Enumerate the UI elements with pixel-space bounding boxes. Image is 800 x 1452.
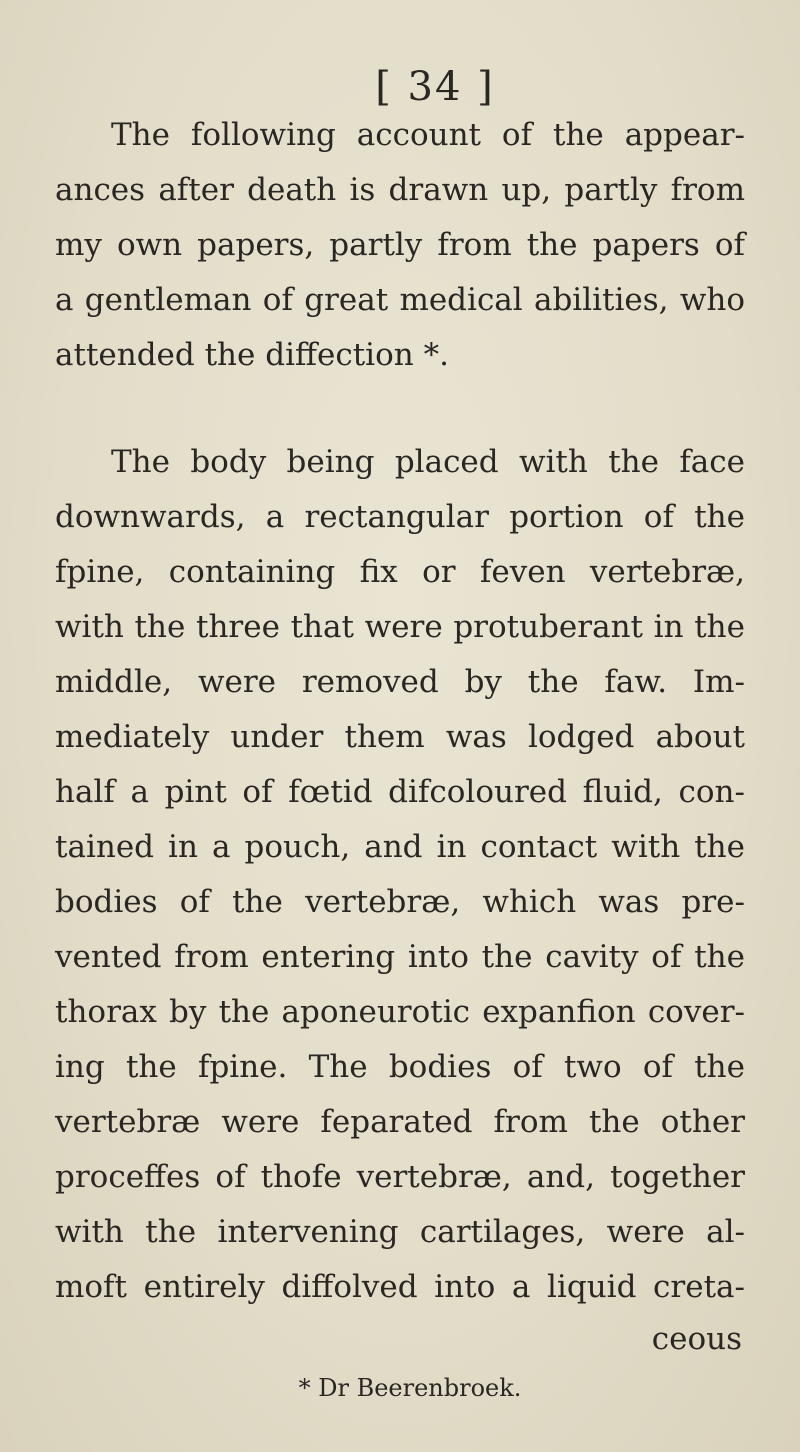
text-line: mediately under them was lodged about [55,719,745,755]
text-line: vented from entering into the cavity of the [55,939,745,975]
catchword: ceous [651,1321,742,1357]
text-line: moft entirely diffolved into a liquid creta- [55,1269,745,1305]
text-line: vertebræ were feparated from the other [55,1104,745,1140]
text-line: half a pint of fœtid difcoloured fluid, con- [55,774,745,810]
text-line: middle, were removed by the faw. Im- [55,664,745,700]
text-line: thorax by the aponeurotic expanfion cover- [55,994,745,1030]
text-line: attended the diffection *. [55,337,449,373]
footnote: * Dr Beerenbroek. [298,1374,522,1402]
text-line: bodies of the vertebræ, which was pre- [55,884,745,920]
text-line: The following account of the appear- [111,117,745,153]
text-line: ances after death is drawn up, partly from [55,172,745,208]
paragraph-2 [55,435,745,1315]
text-line: tained in a pouch, and in contact with the [55,829,745,865]
text-line: proceffes of thofe vertebræ, and, together [55,1159,745,1195]
text-line: ing the fpine. The bodies of two of the [55,1049,745,1085]
text-line: a gentleman of great medical abilities, who [55,282,745,318]
text-line: The body being placed with the face [111,444,745,480]
page-number: [ 34 ] [375,64,495,110]
paragraph-1 [55,108,745,383]
text-line: my own papers, partly from the papers of [55,227,745,263]
text-line: fpine, containing fix or feven vertebræ, [55,554,745,590]
text-line: with the three that were protuberant in the [55,609,745,645]
text-line: with the intervening cartilages, were al- [55,1214,745,1250]
text-line: downwards, a rectangular portion of the [55,499,745,535]
